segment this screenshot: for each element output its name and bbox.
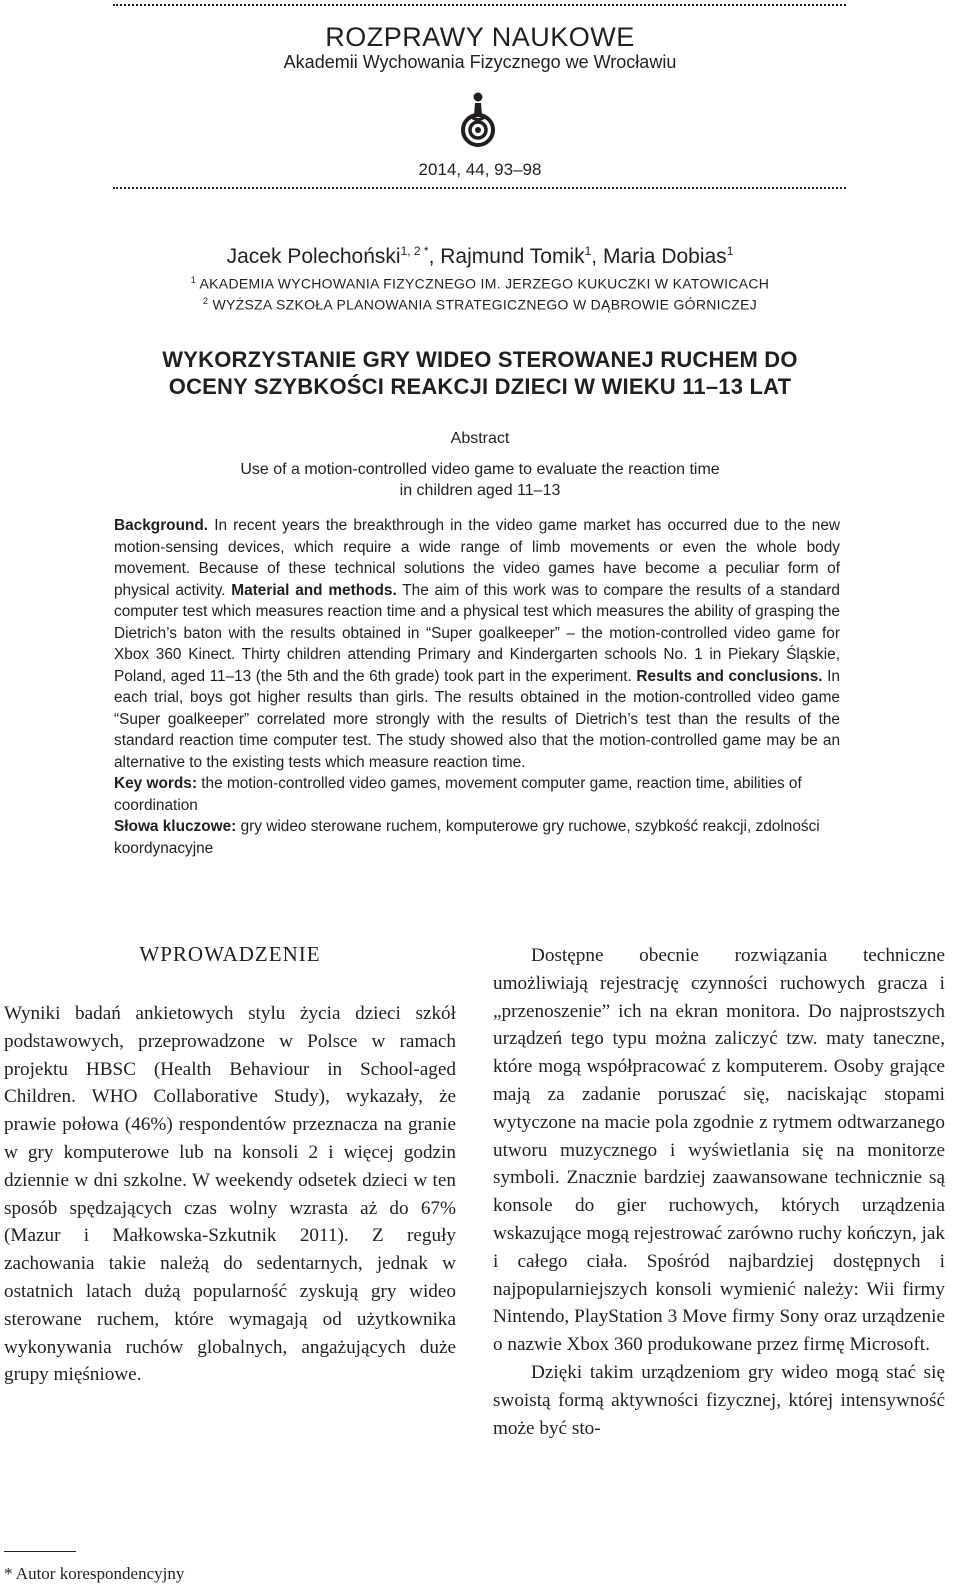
header-dotted-rule xyxy=(113,187,846,189)
left-column xyxy=(4,1000,456,1389)
author-affiliation-marker: 1, 2 * xyxy=(400,244,429,258)
keywords-label: Key words: xyxy=(114,775,197,792)
abstract-paragraph xyxy=(114,515,840,773)
results-text: In each trial, boys got higher results than girls. The results obtained in the motion-controlled video game “Super goalkeeper” correlated more strongly with the results of Dietrich’s test than the results of the standard reaction time computer test. The study showed also that the motion-controlled game may be an alternative to the existing tests which measure reaction time. xyxy=(114,667,840,771)
abstract-body xyxy=(114,515,840,859)
author-list xyxy=(100,244,860,269)
author-affiliation-marker: 1 xyxy=(726,244,734,258)
author-name: Maria Dobias xyxy=(602,245,727,268)
keywords-polish xyxy=(114,816,840,859)
paper-title-line: WYKORZYSTANIE GRY WIDEO STEROWANEJ RUCHEM DO xyxy=(162,347,798,372)
footnote: * Autor korespondencyjny xyxy=(4,1564,185,1583)
author-separator: , xyxy=(428,245,441,268)
abstract-heading: Abstract xyxy=(450,430,510,447)
methods-text: The aim of this work was to compare the results of a standard computer test which measures reaction time and a physical test which measures the ability of grasping the Dietrich’s baton with the results obtained in “Super goalkeeper” – the motion-controlled video game for Xbox 360 Kinect. Thirty children attending Primary and Kindergarten schools No. 1 in Piekary Śląskie, Poland, aged 11–13 (the 5th and the 6th grade) took part in the experiment. xyxy=(114,581,840,685)
affiliation-text: WYŻSZA SZKOŁA PLANOWANIA STRATEGICZNEGO W DĄBROWIE GÓRNICZEJ xyxy=(212,296,758,313)
author-name: Jacek Polechoński xyxy=(226,245,401,268)
journal-logo-icon xyxy=(458,90,498,150)
author-name: Rajmund Tomik xyxy=(440,245,585,268)
footnote-rule xyxy=(4,1551,76,1552)
keywords xyxy=(114,773,840,816)
body-paragraph: Dostępne obecnie rozwiązania techniczne umożliwiają rejestrację czynności ruchowych gracza i „przenoszenie” ich na ekran monitora. Do najprostszych urządzeń tego typu można zaliczyć tzw. maty taneczne, które mogą współpracować z komputerem. Osoby grające mają za zadanie poruszać się, naciskając stopami wytyczone na macie pola zgodnie z rytmem odtwarzanego utworu muzycznego i wyświetlania się na monitorze symboli. Znacznie bardziej zaawansowane technicznie są konsole do gier ruchowych, których urządzenia wskazujące mogą rejestrować zarówno ruchy kończyn, jak i całego ciała. Spośród najbardziej dostępnych i najpopularniejszych konsoli wymienić należy: Wii firmy Nintendo, PlayStation 3 Move firmy Sony oraz urządzenie o nazwie Xbox 360 produkowane przez firmę Microsoft. xyxy=(493,945,945,1356)
author-affiliation-marker: 1 xyxy=(584,244,592,258)
affiliation-number: 1 xyxy=(190,275,197,285)
keywords-text: the motion-controlled video games, movement computer game, reaction time, abilities of coordination xyxy=(114,775,802,814)
top-dotted-rule xyxy=(113,4,846,6)
background-text: In recent years the breakthrough in the video game market has occurred due to the new motion-sensing devices, which require a wide range of limb movements or even the whole body movement. Because of these technical solutions the video games have become a peculiar form of physical activity. xyxy=(114,517,840,599)
affiliation-number: 2 xyxy=(202,296,209,306)
results-label: Results and conclusions. xyxy=(636,667,823,685)
author-separator: , xyxy=(591,245,603,268)
affiliation xyxy=(100,296,860,313)
keywords-polish-text: gry wideo sterowane ruchem, komputerowe gry ruchowe, szybkość reakcji, zdolności koordynacyjne xyxy=(114,818,820,857)
abstract-title xyxy=(100,459,860,501)
journal-title: ROZPRAWY NAUKOWE xyxy=(325,22,635,52)
abstract-title-line: Use of a motion-controlled video game to evaluate the reaction time xyxy=(240,461,720,478)
methods-label: Material and methods. xyxy=(231,581,397,599)
paper-title-line: OCENY SZYBKOŚCI REAKCJI DZIECI W WIEKU 11–13 LAT xyxy=(168,374,792,399)
affiliation xyxy=(100,275,860,292)
abstract-title-line: in children aged 11–13 xyxy=(399,482,561,499)
section-heading: WPROWADZENIE xyxy=(139,942,321,966)
background-label: Background. xyxy=(114,517,209,534)
keywords-polish-label: Słowa kluczowe: xyxy=(114,818,237,835)
journal-subtitle: Akademii Wychowania Fizycznego we Wrocławiu xyxy=(283,52,677,72)
affiliation-text: AKADEMIA WYCHOWANIA FIZYCZNEGO IM. JERZEGO KUKUCZKI W KATOWICACH xyxy=(199,275,770,292)
issue-info: 2014, 44, 93–98 xyxy=(418,160,542,179)
paper-title xyxy=(100,346,860,400)
body-paragraph: Wyniki badań ankietowych stylu życia dzieci szkół podstawowych, przeprowadzone w Polsce w ramach projektu HBSC (Health Behaviour in School-aged Children. WHO Collaborative Study), wykazały, że prawie połowa (46%) respondentów przeznacza na granie w gry komputerowe lub na konsoli 2 i więcej godzin dziennie w dni szkolne. W weekendy odsetek dzieci w ten sposób spędzających czas wolny wzrasta aż do 67% (Mazur i Małkowska-Szkutnik 2011). Z reguły zachowania takie należą do sedentarnych, jednak w ostatnich latach dużą popularność zyskują gry wideo sterowane ruchem, które wymagają od użytkownika wykonywania ruchów globalnych, angażujących duże grupy mięśniowe. xyxy=(4,1003,456,1386)
right-column xyxy=(493,942,945,1442)
body-paragraph: Dzięki takim urządzeniom gry wideo mogą stać się swoistą formą aktywności fizycznej, której intensywność może być sto- xyxy=(493,1361,945,1439)
